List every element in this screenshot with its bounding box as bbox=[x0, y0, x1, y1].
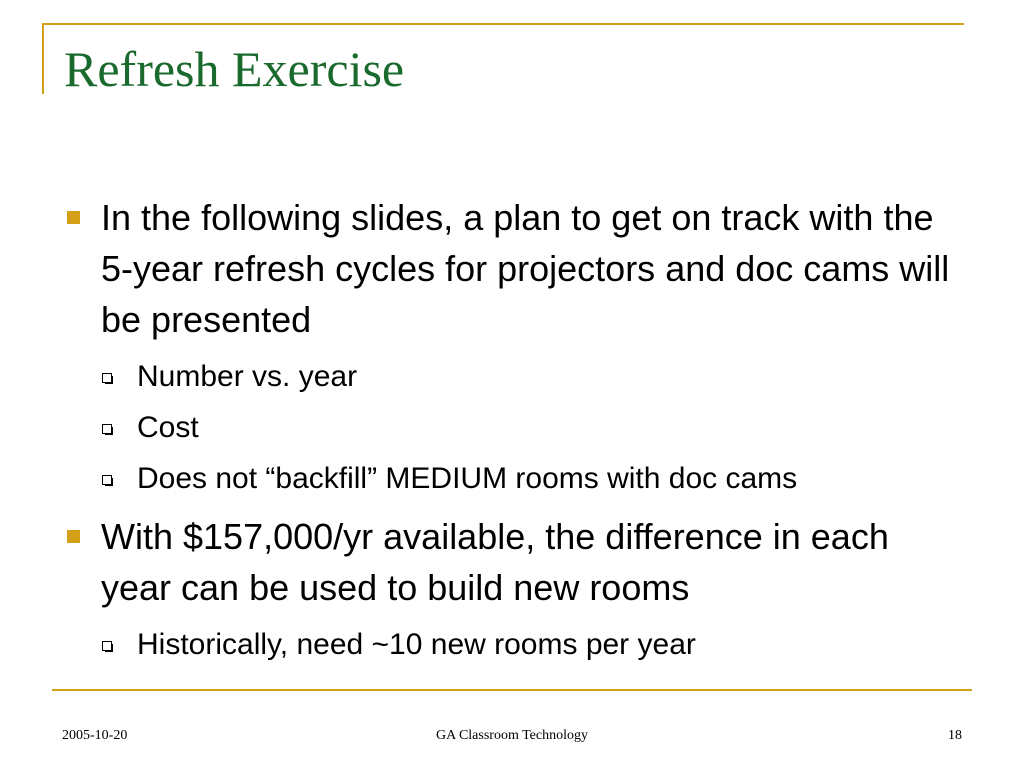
footer-title: GA Classroom Technology bbox=[436, 728, 588, 743]
page-number: 18 bbox=[948, 728, 962, 743]
bullet-text: With $157,000/yr available, the difference in each year can be used to build new rooms bbox=[101, 516, 889, 608]
sub-bullet-text: Cost bbox=[137, 411, 199, 444]
sub-bullet-text: Historically, need ~10 new rooms per year bbox=[137, 628, 696, 661]
bullet-item bbox=[64, 192, 964, 345]
filled-square-bullet-icon bbox=[67, 211, 80, 224]
sub-bullet-text: Does not “backfill” MEDIUM rooms with doc cams bbox=[137, 462, 798, 495]
hollow-square-bullet-icon bbox=[102, 641, 112, 651]
hollow-square-bullet-icon bbox=[102, 475, 112, 485]
sub-bullet-item bbox=[64, 460, 964, 498]
title-frame-top-line bbox=[42, 23, 964, 25]
footer-divider bbox=[52, 689, 972, 691]
hollow-square-bullet-icon bbox=[102, 424, 112, 434]
sub-bullet-item bbox=[64, 626, 964, 664]
footer-date: 2005-10-20 bbox=[62, 728, 128, 743]
slide-body bbox=[64, 192, 964, 664]
slide-title: Refresh Exercise bbox=[64, 41, 405, 97]
filled-square-bullet-icon bbox=[67, 530, 80, 543]
sub-bullet-item bbox=[64, 409, 964, 447]
hollow-square-bullet-icon bbox=[102, 373, 112, 383]
sub-bullet-item bbox=[64, 358, 964, 396]
title-frame-left-line bbox=[42, 23, 44, 94]
sub-bullet-text: Number vs. year bbox=[137, 360, 358, 393]
bullet-item bbox=[64, 511, 964, 613]
bullet-text: In the following slides, a plan to get on track with the 5-year refresh cycles for projectors and doc cams will be presented bbox=[101, 197, 950, 340]
